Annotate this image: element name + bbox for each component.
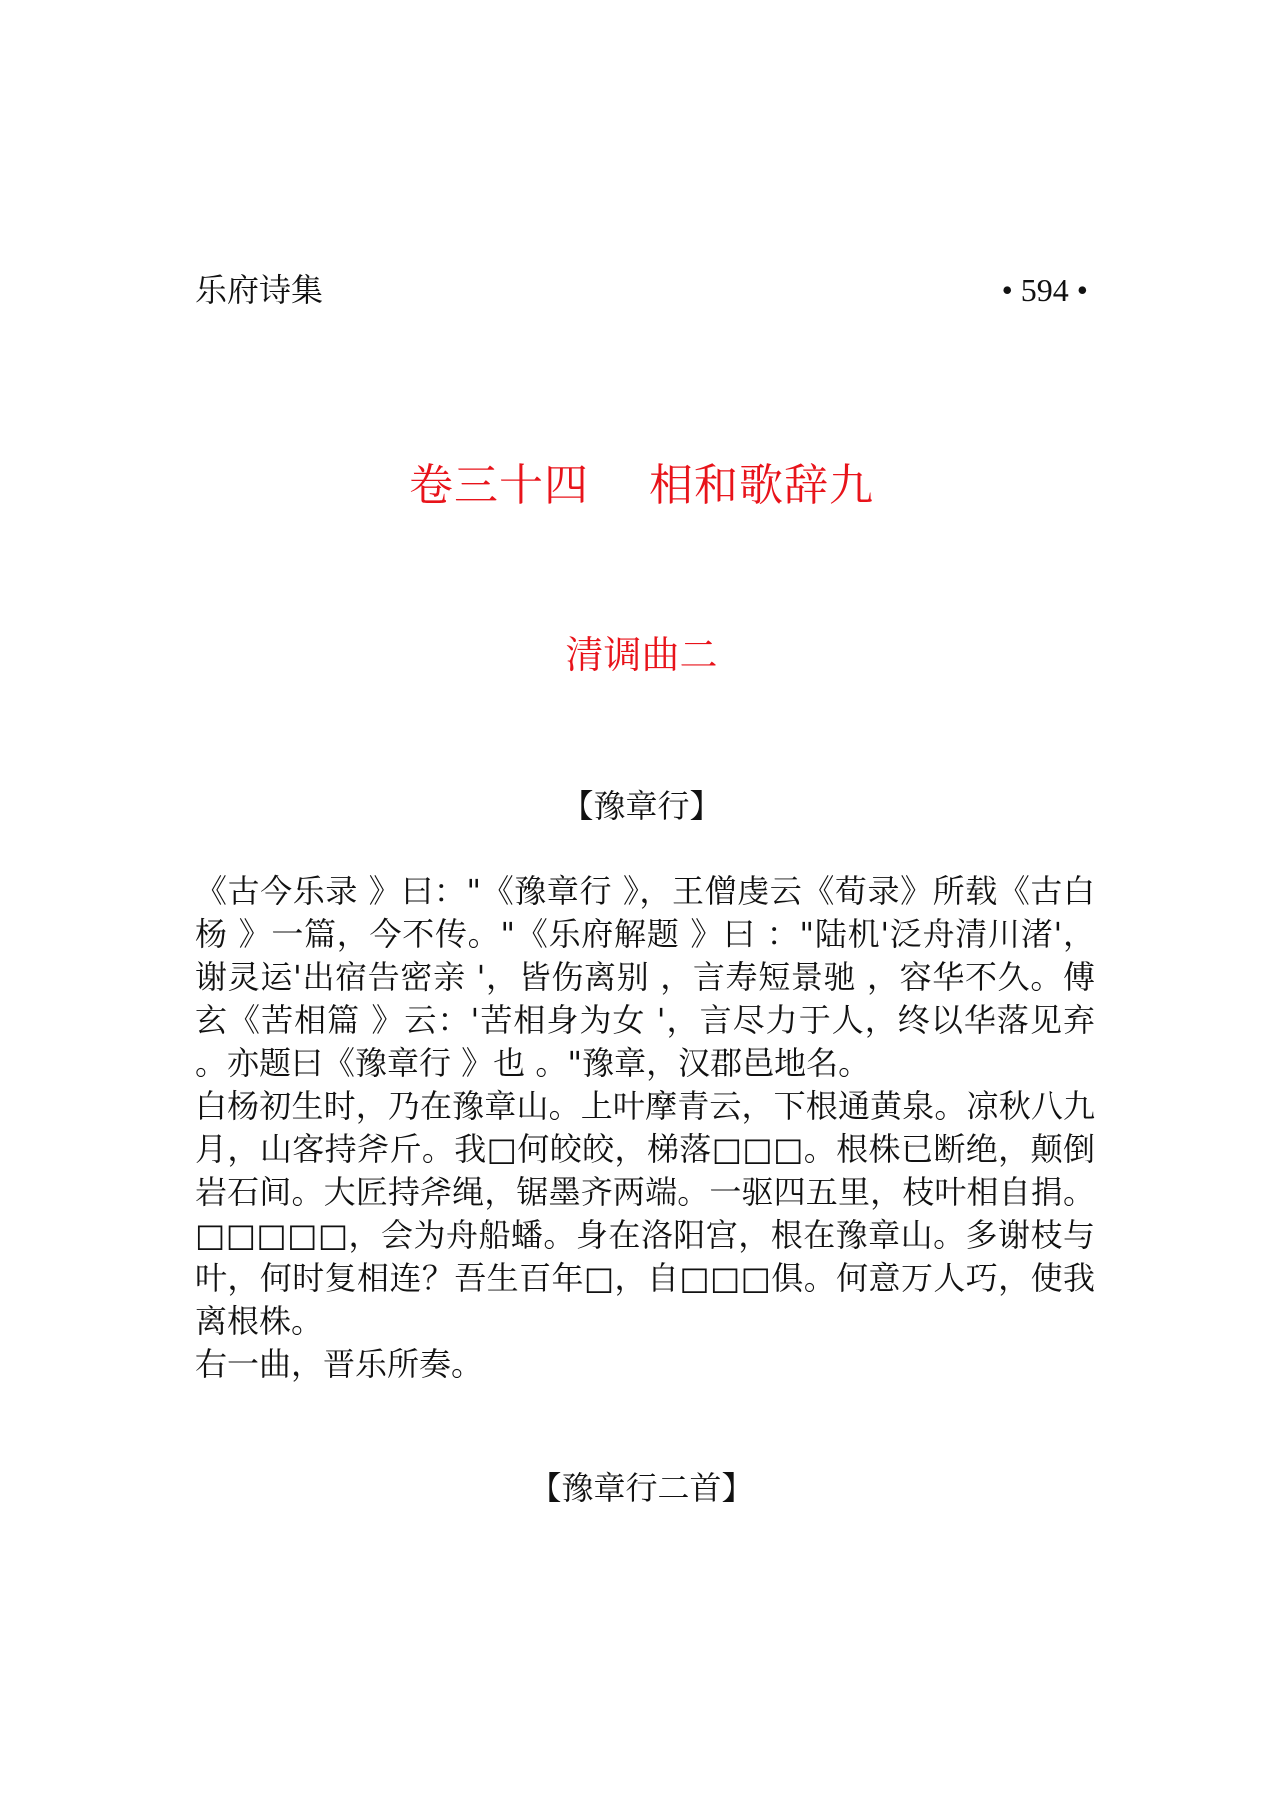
page-header bbox=[195, 268, 1088, 312]
book-title: 乐府诗集 bbox=[195, 271, 324, 309]
performance-note: 右一曲，晋乐所奏。 bbox=[195, 1345, 484, 1383]
intro-paragraph: 《古今乐录 》曰："《豫章行 》，王僧虔云《荀录》所载《古白杨 》一篇，今不传。"《乐府解题 》曰 ："陆机'泛舟清川渚'，谢灵运'出宿告密亲 '，皆伤离别 ，言寿短景驰 ，容华不久。傅玄《苦相篇 》云：'苦相身为女 '，言尽力于人，终以华落见弃 。亦题曰《豫章行 》也 。"豫章，汉郡邑地名。 bbox=[195, 872, 1095, 1082]
poem-title-yuzhang-xing-two: 【豫章行二首】 bbox=[529, 1469, 754, 1507]
poem-title-yuzhang-xing: 【豫章行】 bbox=[561, 787, 722, 825]
poem-body bbox=[195, 870, 1095, 1386]
section-title: 清调曲二 bbox=[565, 633, 718, 677]
poem-text: 白杨初生时，乃在豫章山。上叶摩青云，下根通黄泉。凉秋八九月，山客持斧斤。我□何皎皎，梯落□□□。根株已断绝，颠倒岩石间。大匠持斧绳，锯墨齐两端。一驱四五里，枝叶相自捐。□□□□□，会为舟船蟠。身在洛阳宫，根在豫章山。多谢枝与叶，何时复相连？吾生百年□，自□□□俱。何意万人巧，使我离根株。 bbox=[195, 1087, 1095, 1340]
page-number: • 594 • bbox=[1001, 272, 1088, 308]
volume-title: 卷三十四 相和歌辞九 bbox=[409, 460, 874, 511]
